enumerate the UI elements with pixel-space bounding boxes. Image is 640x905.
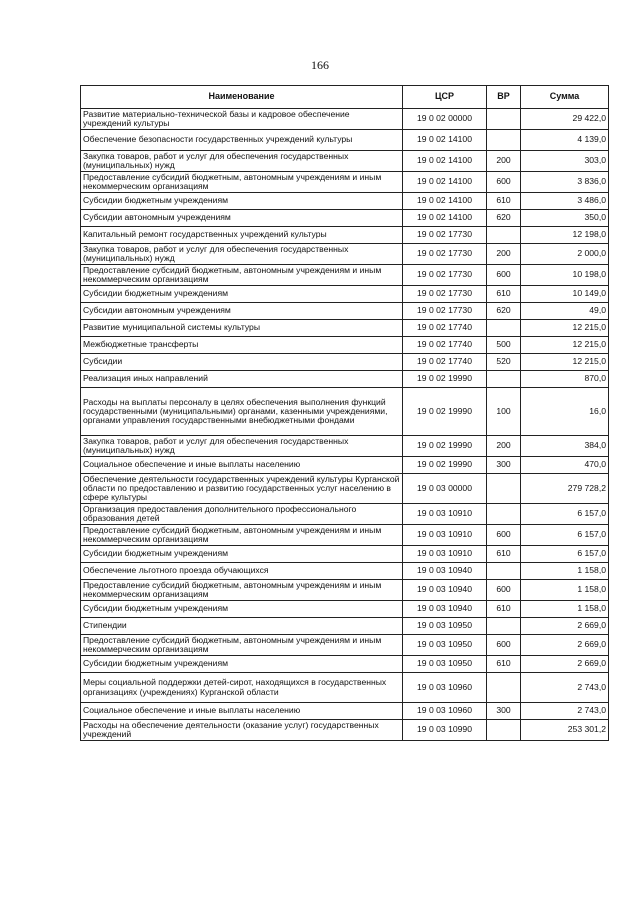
table-row [81, 546, 609, 563]
table-row [81, 673, 609, 703]
cell-name: Субсидии [81, 354, 403, 371]
cell-sum: 6 157,0 [521, 546, 609, 563]
cell-vr [487, 673, 521, 703]
cell-vr [487, 227, 521, 244]
table-row [81, 563, 609, 580]
cell-sum: 12 215,0 [521, 354, 609, 371]
table-row [81, 436, 609, 457]
cell-name: Реализация иных направлений [81, 371, 403, 388]
cell-name: Стипендии [81, 618, 403, 635]
cell-name: Социальное обеспечение и иные выплаты населению [81, 457, 403, 474]
cell-vr: 200 [487, 244, 521, 265]
cell-vr: 610 [487, 601, 521, 618]
page-number: 166 [311, 58, 329, 72]
table-row [81, 193, 609, 210]
cell-vr: 610 [487, 286, 521, 303]
cell-name: Расходы на выплаты персоналу в целях обеспечения выполнения функций государственными (муниципальными) органами, казенными учреждениями, органами управления государственными внебюджетными фондами [81, 388, 403, 436]
cell-sum: 2 669,0 [521, 618, 609, 635]
cell-vr [487, 474, 521, 504]
cell-csr: 19 0 03 10950 [403, 656, 487, 673]
cell-csr: 19 0 02 14100 [403, 210, 487, 227]
table-row [81, 457, 609, 474]
cell-sum: 6 157,0 [521, 525, 609, 546]
cell-csr: 19 0 03 10940 [403, 580, 487, 601]
table-row [81, 151, 609, 172]
cell-vr [487, 371, 521, 388]
cell-vr [487, 109, 521, 130]
cell-name: Субсидии бюджетным учреждениям [81, 656, 403, 673]
cell-name: Развитие муниципальной системы культуры [81, 320, 403, 337]
cell-name: Закупка товаров, работ и услуг для обеспечения государственных (муниципальных) нужд [81, 151, 403, 172]
table-row [81, 337, 609, 354]
table-header-row [81, 86, 609, 109]
cell-sum: 12 215,0 [521, 337, 609, 354]
table-row [81, 227, 609, 244]
table-row [81, 618, 609, 635]
cell-csr: 19 0 03 00000 [403, 474, 487, 504]
cell-vr: 610 [487, 193, 521, 210]
cell-name: Закупка товаров, работ и услуг для обеспечения государственных (муниципальных) нужд [81, 244, 403, 265]
cell-csr: 19 0 02 14100 [403, 193, 487, 210]
cell-csr: 19 0 02 19990 [403, 371, 487, 388]
cell-csr: 19 0 02 17730 [403, 286, 487, 303]
cell-name: Организация предоставления дополнительного профессионального образования детей [81, 504, 403, 525]
cell-sum: 350,0 [521, 210, 609, 227]
header-csr: ЦСР [403, 86, 487, 109]
table-row [81, 474, 609, 504]
cell-name: Предоставление субсидий бюджетным, автономным учреждениям и иным некоммерческим организациям [81, 580, 403, 601]
cell-csr: 19 0 02 17730 [403, 265, 487, 286]
table-row [81, 286, 609, 303]
cell-name: Обеспечение льготного проезда обучающихся [81, 563, 403, 580]
table-row [81, 265, 609, 286]
cell-sum: 303,0 [521, 151, 609, 172]
table-row [81, 388, 609, 436]
cell-sum: 29 422,0 [521, 109, 609, 130]
cell-sum: 279 728,2 [521, 474, 609, 504]
cell-csr: 19 0 03 10950 [403, 618, 487, 635]
cell-vr: 620 [487, 210, 521, 227]
cell-csr: 19 0 02 17740 [403, 337, 487, 354]
cell-vr: 500 [487, 337, 521, 354]
cell-csr: 19 0 02 17730 [403, 303, 487, 320]
cell-name: Обеспечение деятельности государственных учреждений культуры Курганской области по предоставлению и развитию государственных услуг населению в сфере культуры [81, 474, 403, 504]
cell-csr: 19 0 03 10940 [403, 601, 487, 618]
cell-name: Предоставление субсидий бюджетным, автономным учреждениям и иным некоммерческим организациям [81, 172, 403, 193]
header-name: Наименование [81, 86, 403, 109]
cell-sum: 49,0 [521, 303, 609, 320]
table-row [81, 580, 609, 601]
cell-sum: 1 158,0 [521, 580, 609, 601]
cell-csr: 19 0 03 10910 [403, 546, 487, 563]
cell-csr: 19 0 03 10950 [403, 635, 487, 656]
cell-vr: 600 [487, 580, 521, 601]
cell-vr [487, 563, 521, 580]
table-body [81, 109, 609, 741]
cell-name: Закупка товаров, работ и услуг для обеспечения государственных (муниципальных) нужд [81, 436, 403, 457]
cell-sum: 10 149,0 [521, 286, 609, 303]
cell-vr: 520 [487, 354, 521, 371]
cell-csr: 19 0 03 10910 [403, 525, 487, 546]
cell-sum: 6 157,0 [521, 504, 609, 525]
cell-sum: 870,0 [521, 371, 609, 388]
cell-name: Предоставление субсидий бюджетным, автономным учреждениям и иным некоммерческим организациям [81, 525, 403, 546]
cell-sum: 12 198,0 [521, 227, 609, 244]
cell-sum: 470,0 [521, 457, 609, 474]
cell-csr: 19 0 02 17740 [403, 320, 487, 337]
table-row [81, 635, 609, 656]
budget-table [80, 85, 609, 741]
table-row [81, 109, 609, 130]
cell-vr: 300 [487, 457, 521, 474]
cell-name: Субсидии автономным учреждениям [81, 303, 403, 320]
cell-csr: 19 0 02 17730 [403, 227, 487, 244]
cell-sum: 1 158,0 [521, 563, 609, 580]
cell-vr: 200 [487, 436, 521, 457]
cell-sum: 2 743,0 [521, 703, 609, 720]
cell-name: Капитальный ремонт государственных учреждений культуры [81, 227, 403, 244]
cell-sum: 12 215,0 [521, 320, 609, 337]
cell-vr [487, 504, 521, 525]
cell-vr: 100 [487, 388, 521, 436]
cell-sum: 2 669,0 [521, 656, 609, 673]
table-row [81, 320, 609, 337]
cell-csr: 19 0 02 14100 [403, 151, 487, 172]
cell-sum: 10 198,0 [521, 265, 609, 286]
table-row [81, 525, 609, 546]
cell-sum: 2 669,0 [521, 635, 609, 656]
cell-vr: 600 [487, 525, 521, 546]
cell-name: Социальное обеспечение и иные выплаты населению [81, 703, 403, 720]
cell-vr [487, 720, 521, 741]
table-row [81, 172, 609, 193]
cell-vr [487, 130, 521, 151]
cell-sum: 3 486,0 [521, 193, 609, 210]
table-row [81, 720, 609, 741]
cell-vr [487, 618, 521, 635]
header-vr: ВР [487, 86, 521, 109]
cell-csr: 19 0 03 10940 [403, 563, 487, 580]
table-row [81, 303, 609, 320]
cell-csr: 19 0 03 10990 [403, 720, 487, 741]
table-row [81, 504, 609, 525]
cell-name: Межбюджетные трансферты [81, 337, 403, 354]
table-row [81, 601, 609, 618]
cell-vr: 620 [487, 303, 521, 320]
cell-csr: 19 0 02 14100 [403, 130, 487, 151]
cell-name: Субсидии бюджетным учреждениям [81, 601, 403, 618]
cell-name: Меры социальной поддержки детей-сирот, находящихся в государственных организациях (учреждениях) Курганской области [81, 673, 403, 703]
cell-name: Обеспечение безопасности государственных учреждений культуры [81, 130, 403, 151]
cell-csr: 19 0 02 14100 [403, 172, 487, 193]
cell-csr: 19 0 02 17740 [403, 354, 487, 371]
cell-csr: 19 0 02 00000 [403, 109, 487, 130]
cell-sum: 384,0 [521, 436, 609, 457]
cell-vr [487, 320, 521, 337]
cell-vr: 610 [487, 546, 521, 563]
cell-name: Субсидии бюджетным учреждениям [81, 286, 403, 303]
cell-vr: 300 [487, 703, 521, 720]
cell-sum: 2 000,0 [521, 244, 609, 265]
cell-name: Расходы на обеспечение деятельности (оказание услуг) государственных учреждений [81, 720, 403, 741]
cell-csr: 19 0 03 10910 [403, 504, 487, 525]
cell-sum: 1 158,0 [521, 601, 609, 618]
cell-name: Субсидии автономным учреждениям [81, 210, 403, 227]
cell-sum: 253 301,2 [521, 720, 609, 741]
table-row [81, 244, 609, 265]
cell-vr: 600 [487, 265, 521, 286]
table-row [81, 703, 609, 720]
cell-name: Предоставление субсидий бюджетным, автономным учреждениям и иным некоммерческим организациям [81, 635, 403, 656]
cell-csr: 19 0 02 19990 [403, 388, 487, 436]
cell-csr: 19 0 03 10960 [403, 673, 487, 703]
cell-vr: 610 [487, 656, 521, 673]
cell-name: Субсидии бюджетным учреждениям [81, 546, 403, 563]
header-sum: Сумма [521, 86, 609, 109]
cell-csr: 19 0 02 19990 [403, 457, 487, 474]
cell-sum: 3 836,0 [521, 172, 609, 193]
table-row [81, 371, 609, 388]
cell-sum: 4 139,0 [521, 130, 609, 151]
table-row [81, 210, 609, 227]
cell-csr: 19 0 02 19990 [403, 436, 487, 457]
cell-sum: 16,0 [521, 388, 609, 436]
table-row [81, 656, 609, 673]
table-row [81, 130, 609, 151]
cell-csr: 19 0 03 10960 [403, 703, 487, 720]
cell-vr: 600 [487, 635, 521, 656]
table-row [81, 354, 609, 371]
cell-sum: 2 743,0 [521, 673, 609, 703]
cell-vr: 200 [487, 151, 521, 172]
cell-name: Субсидии бюджетным учреждениям [81, 193, 403, 210]
cell-name: Развитие материально-технической базы и кадровое обеспечение учреждений культуры [81, 109, 403, 130]
cell-name: Предоставление субсидий бюджетным, автономным учреждениям и иным некоммерческим организациям [81, 265, 403, 286]
cell-vr: 600 [487, 172, 521, 193]
cell-csr: 19 0 02 17730 [403, 244, 487, 265]
